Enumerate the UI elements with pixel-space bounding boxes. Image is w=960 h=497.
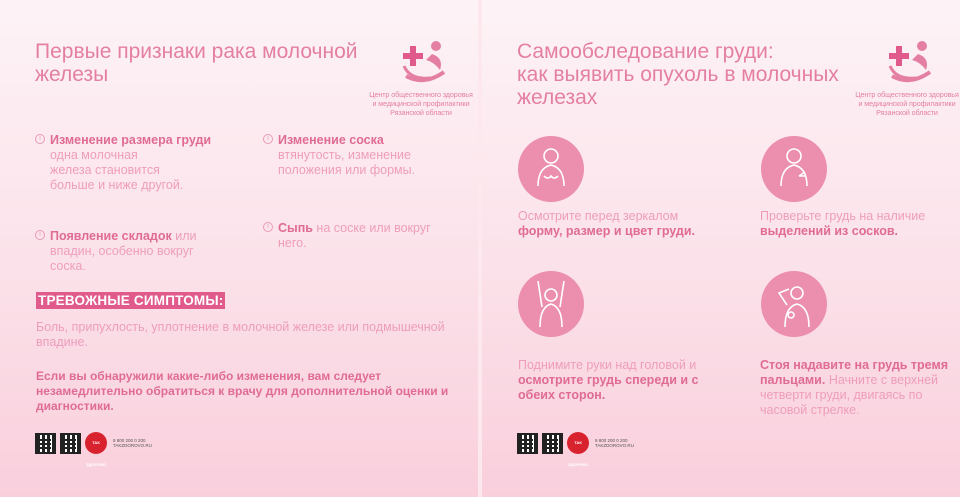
palpation-icon bbox=[761, 271, 827, 337]
info-icon: i bbox=[263, 134, 273, 144]
mirror-body-icon bbox=[518, 136, 584, 202]
right-title: Самообследование груди: как выявить опухоль в молочных железах bbox=[517, 40, 839, 109]
step-2-text: Проверьте грудь на наличие выделений из сосков. bbox=[760, 209, 926, 238]
arms-up-icon bbox=[518, 271, 584, 337]
advice-text: Если вы обнаружили какие-либо изменения, вам следует незамедлительно обратиться к врачу для дополнительной оценки и диагностики. bbox=[36, 369, 449, 413]
logo-caption: Центр общественного здоровья и медицинской профилактики Рязанской области bbox=[369, 90, 473, 117]
alarm-text: Боль, припухлость, уплотнение в молочной железе или подмышечной впадине. bbox=[36, 320, 445, 349]
alarm-heading: ТРЕВОЖНЫЕ СИМПТОМЫ: bbox=[38, 293, 224, 308]
qr-code-icon[interactable] bbox=[542, 433, 563, 454]
right-panel bbox=[482, 0, 960, 497]
sign-folds: i Появление складок или впадин, особенно вокруг соска. bbox=[50, 229, 240, 274]
left-panel bbox=[0, 0, 478, 497]
info-icon: i bbox=[35, 134, 45, 144]
info-icon: i bbox=[263, 222, 273, 232]
health-center-logo-icon bbox=[396, 36, 452, 84]
tak-zdorovo-badge: ТАК ЗДОРОВО bbox=[85, 432, 107, 454]
sign-rash: i Сыпь на соске или вокруг него. bbox=[278, 221, 458, 251]
tak-zdorovo-badge: ТАК ЗДОРОВО bbox=[567, 432, 589, 454]
sign-nipple-change: i Изменение соска втянутость, изменение положения или формы. bbox=[278, 133, 448, 178]
qr-code-icon[interactable] bbox=[60, 433, 81, 454]
sign-breast-size-text: одна молочная железа становится больше и ниже другой. bbox=[50, 148, 184, 192]
info-icon: i bbox=[35, 230, 45, 240]
logo bbox=[366, 36, 476, 117]
step-4-text: Стоя надавите на грудь тремя пальцами. Начните с верхней четверти груди, двигаясь по часовой стрелке. bbox=[760, 358, 948, 417]
logo-caption: Центр общественного здоровья и медицинской профилактики Рязанской области bbox=[855, 90, 959, 117]
left-title: Первые признаки рака молочной железы bbox=[35, 40, 358, 86]
footer-contact: 8 800 200 0 200 TAKZDOROVO.RU bbox=[595, 438, 634, 448]
sign-breast-size: i Изменение размера груди bbox=[50, 133, 220, 148]
step-1-text: Осмотрите перед зеркалом форму, размер и цвет груди. bbox=[518, 209, 696, 238]
footer bbox=[35, 432, 152, 467]
qr-code-icon[interactable] bbox=[35, 433, 56, 454]
nipple-check-icon bbox=[761, 136, 827, 202]
health-center-logo-icon bbox=[882, 36, 938, 84]
footer-contact: 8 800 200 0 200 TAKZDOROVO.RU bbox=[113, 438, 152, 448]
footer bbox=[517, 432, 634, 467]
qr-code-icon[interactable] bbox=[517, 433, 538, 454]
logo bbox=[852, 36, 960, 117]
step-3-text: Поднимите руки над головой и осмотрите грудь спереди и с обеих сторон. bbox=[518, 358, 699, 402]
